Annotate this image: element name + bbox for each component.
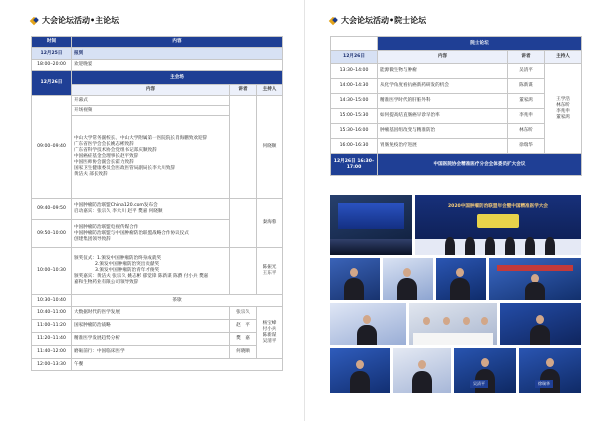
- event-photo: [436, 258, 486, 300]
- person-figure: [465, 237, 475, 255]
- talk-speaker: 樊 嘉: [230, 333, 257, 346]
- registration-cell: 报到: [72, 48, 283, 60]
- sub-speaker-header: 讲者: [230, 85, 257, 96]
- guest-line: 中国医师协会副会长霍力致辞: [74, 160, 134, 165]
- forum-topic: 精准医学时代的肝脏外科: [378, 94, 508, 109]
- audience: [330, 239, 412, 255]
- day2-date: 12月26日: [32, 71, 72, 96]
- forum-speaker: 吴清平: [508, 64, 545, 79]
- event-photo: [500, 303, 581, 345]
- academician-forum-table: [330, 36, 582, 176]
- coop-line: 中国肿瘤防治联盟电视传媒合作: [74, 224, 139, 230]
- day1-date: 12月25日: [32, 48, 72, 60]
- speaker-body: [397, 278, 417, 300]
- award-line: 嘉和生物药业有限公司领导致辞: [74, 280, 139, 285]
- forum-topic: 能源微生物与肿瘤: [378, 64, 508, 79]
- event-photo: [489, 258, 581, 300]
- launch-content: [72, 199, 230, 220]
- host-name: 王学浩: [556, 96, 570, 102]
- host-name: 李兆申: [556, 108, 570, 114]
- host-name: 王东平: [262, 271, 277, 276]
- talk-time: 11:20–11:40: [32, 333, 72, 346]
- host-name: 陈振光: [262, 265, 277, 270]
- guest-line: 国家卫生健康委员会医政医管局副局长李大川致辞: [74, 166, 176, 171]
- academician-forum-title-text: 大会论坛活动•院士论坛: [341, 16, 427, 25]
- forum-speaker: 陈新谋: [508, 79, 545, 94]
- forum-time: 15:00–15:30: [331, 109, 378, 124]
- speaker-body: [350, 371, 370, 393]
- host-name: 杨宝峰: [262, 320, 277, 326]
- talk-time: 10:40–11:00: [32, 307, 72, 320]
- opening-ceremony: 开幕式: [72, 96, 230, 106]
- main-forum-table: [31, 36, 283, 371]
- award-line: 颁奖嘉宾：黄洁夫 张宗久 姚志彬 郁觉锋 陈新谋 陈爵 付小兵 樊嘉: [74, 274, 209, 279]
- speaker-head: [546, 358, 554, 367]
- talk-title: 国家肿瘤防治战略: [72, 320, 230, 333]
- event-photo: [393, 348, 451, 393]
- coop-line: 创建集团领导致辞: [74, 236, 111, 242]
- forum-topic: 肿瘤基因组改变与精准防治: [378, 124, 508, 139]
- speaker-nameplate: 吴清平: [470, 380, 488, 388]
- forum-date: 12月26日: [331, 51, 378, 64]
- award-line: 3.颁发中国肿瘤防治青年才俊奖: [95, 268, 160, 273]
- event-photo: [330, 258, 380, 300]
- awards-time: 10:00–10:30: [32, 248, 72, 295]
- person-figure: [485, 237, 495, 255]
- speaker-body: [412, 371, 432, 393]
- speaker-head: [418, 360, 426, 369]
- speaker-head: [363, 315, 371, 324]
- event-photo: [409, 303, 497, 345]
- guest-line: 广东省科学技术协会党组书记郑庆顺致辞: [74, 148, 157, 153]
- forum-speaker: 林东昕: [508, 124, 545, 139]
- forum-time: 14:00–14:30: [331, 79, 378, 94]
- launch-host: 秦海蓉: [257, 199, 283, 248]
- talk-title: 精准医学发展趋势分析: [72, 333, 230, 346]
- forum-topic: 从化学角度看抗癌新药研发的机会: [378, 79, 508, 94]
- sub-host-header: 主持人: [545, 51, 582, 64]
- speaker-body: [344, 278, 364, 300]
- opening-video: 开场视频: [72, 106, 230, 116]
- event-photo: [330, 195, 412, 255]
- person-figure: [545, 237, 555, 255]
- dinner-cell: 欢迎晚宴: [72, 60, 283, 71]
- section-diamond-icon: [330, 17, 338, 25]
- sub-content-header: 内容: [72, 85, 230, 96]
- speaker-body: [525, 282, 545, 300]
- forum-time: 13:30–14:00: [331, 64, 378, 79]
- speaker-head: [350, 268, 358, 277]
- forum-hosts: [545, 64, 582, 154]
- coop-line: 中国肿瘤防治联盟与中国肿瘤防治联盟战略合作协议仪式: [74, 230, 189, 236]
- panel-table: [413, 333, 493, 345]
- forum-topic: 胃肠免疫治疗进展: [378, 139, 508, 154]
- person-figure: [525, 237, 535, 255]
- opening-time: 09:00–09:40: [32, 96, 72, 199]
- talk-speaker: 张宗久: [230, 307, 257, 320]
- host-name: 付小兵: [262, 326, 277, 332]
- stage-screen: [338, 203, 404, 229]
- sub-content-header: 内容: [378, 51, 508, 64]
- talk-title: 磨砺前行：中国临床医学: [72, 346, 230, 359]
- lunch-cell: 午餐: [72, 359, 283, 371]
- event-photo: [383, 258, 433, 300]
- final-meeting-content: 中国医院协会精准医疗分会全体委员扩大会议: [378, 154, 582, 176]
- opening-speeches: [72, 116, 230, 199]
- sub-host-header: 主持人: [257, 85, 283, 96]
- col-time-header: 时间: [32, 37, 72, 48]
- forum-speaker: 董家鸿: [508, 94, 545, 109]
- forum-speaker: 李兆申: [508, 109, 545, 124]
- guest-line: 中山大学常务副校长、中山大学附属第一医院院长肖海鹏致欢迎辞: [74, 136, 208, 141]
- cooperation-time: 09:50–10:00: [32, 220, 72, 248]
- forum-time: 14:30–15:00: [331, 94, 378, 109]
- opening-host: 何晓顺: [257, 96, 283, 199]
- panel-head: [463, 317, 470, 325]
- talk-speaker: 何晓顺: [230, 346, 257, 359]
- speaker-head: [403, 268, 411, 277]
- talks-host: [257, 307, 283, 359]
- launch-line: 启动嘉宾：张宗久 李大川 赵平 樊嘉 何晓顺: [74, 209, 163, 214]
- forum-time: 15:30–16:00: [331, 124, 378, 139]
- stage-floor: [415, 239, 581, 255]
- break-cell: 茶歇: [72, 295, 283, 307]
- main-forum-title-text: 大会论坛活动•主论坛: [42, 16, 120, 25]
- event-photo: [330, 348, 390, 393]
- person-figure: [445, 237, 455, 255]
- award-line: 2.颁发中国肿瘤防治突出贡献奖: [95, 262, 160, 267]
- banner-strip: [497, 265, 573, 271]
- event-photo: [454, 348, 516, 393]
- guest-line: 黄洁夫 部长致辞: [74, 172, 108, 177]
- talk-time: 11:40–12:00: [32, 346, 72, 359]
- speaker-nameplate: 徐瑞华: [535, 380, 553, 388]
- section-diamond-icon: [31, 17, 39, 25]
- award-line: 颁奖仪式：1.颁发中国肿瘤防治终身成就奖: [74, 256, 162, 261]
- talk-speaker: 赵 平: [230, 320, 257, 333]
- speaker-head: [536, 315, 544, 324]
- event-photo: [415, 195, 581, 255]
- sub-speaker-header: 讲者: [508, 51, 545, 64]
- speaker-head: [481, 358, 489, 367]
- launch-line: 中国肿瘤防治联盟China120.com发布会: [74, 203, 158, 208]
- banner-title: 2020中国肿瘤防治联盟年会暨中国精准医学大会: [447, 204, 549, 209]
- panel-head: [481, 317, 488, 325]
- host-name: 陈新谋: [262, 332, 277, 338]
- speaker-head: [356, 360, 364, 369]
- speaker-head: [456, 268, 464, 277]
- guest-line: 中国癌症基金会理事长赵平致辞: [74, 154, 139, 159]
- host-name: 林东昕: [556, 102, 570, 108]
- speaker-body: [530, 325, 550, 345]
- dinner-time: 18:00–20:00: [32, 60, 72, 71]
- break-time: 10:30–10:40: [32, 295, 72, 307]
- launch-time: 09:40–09:50: [32, 199, 72, 220]
- forum-header: 院士论坛: [378, 37, 582, 51]
- host-name: 吴清平: [262, 338, 277, 344]
- talk-title: 大数据时代的医学发展: [72, 307, 230, 320]
- panel-head: [423, 317, 430, 325]
- cooperation-content: [72, 220, 230, 248]
- host-name: 董家鸿: [556, 114, 570, 120]
- main-venue-header: 主会场: [72, 71, 283, 85]
- lunch-time: 12:00–13:30: [32, 359, 72, 371]
- speaker-body: [357, 325, 377, 345]
- forum-topic: 如何提高结直肠癌早诊早治率: [378, 109, 508, 124]
- guest-line: 广东省医学会会长姚志彬致辞: [74, 142, 134, 147]
- col-content-header: 内容: [72, 37, 283, 48]
- academician-forum-title: [330, 15, 426, 26]
- photo-collage: [330, 195, 581, 393]
- awards-host: [257, 248, 283, 295]
- person-figure: [505, 237, 515, 255]
- forum-speaker: 徐瑞华: [508, 139, 545, 154]
- panel-head: [443, 317, 450, 325]
- forum-time: 16:00–16:30: [331, 139, 378, 154]
- event-photo: [519, 348, 581, 393]
- event-photo: [330, 303, 406, 345]
- awards-content: [72, 248, 230, 295]
- main-forum-title: [31, 15, 119, 26]
- banner-emblem: [477, 214, 519, 228]
- talk-time: 11:00–11:20: [32, 320, 72, 333]
- speaker-body: [450, 278, 470, 300]
- final-meeting-time: 12月26日 16:30–17:00: [331, 154, 378, 176]
